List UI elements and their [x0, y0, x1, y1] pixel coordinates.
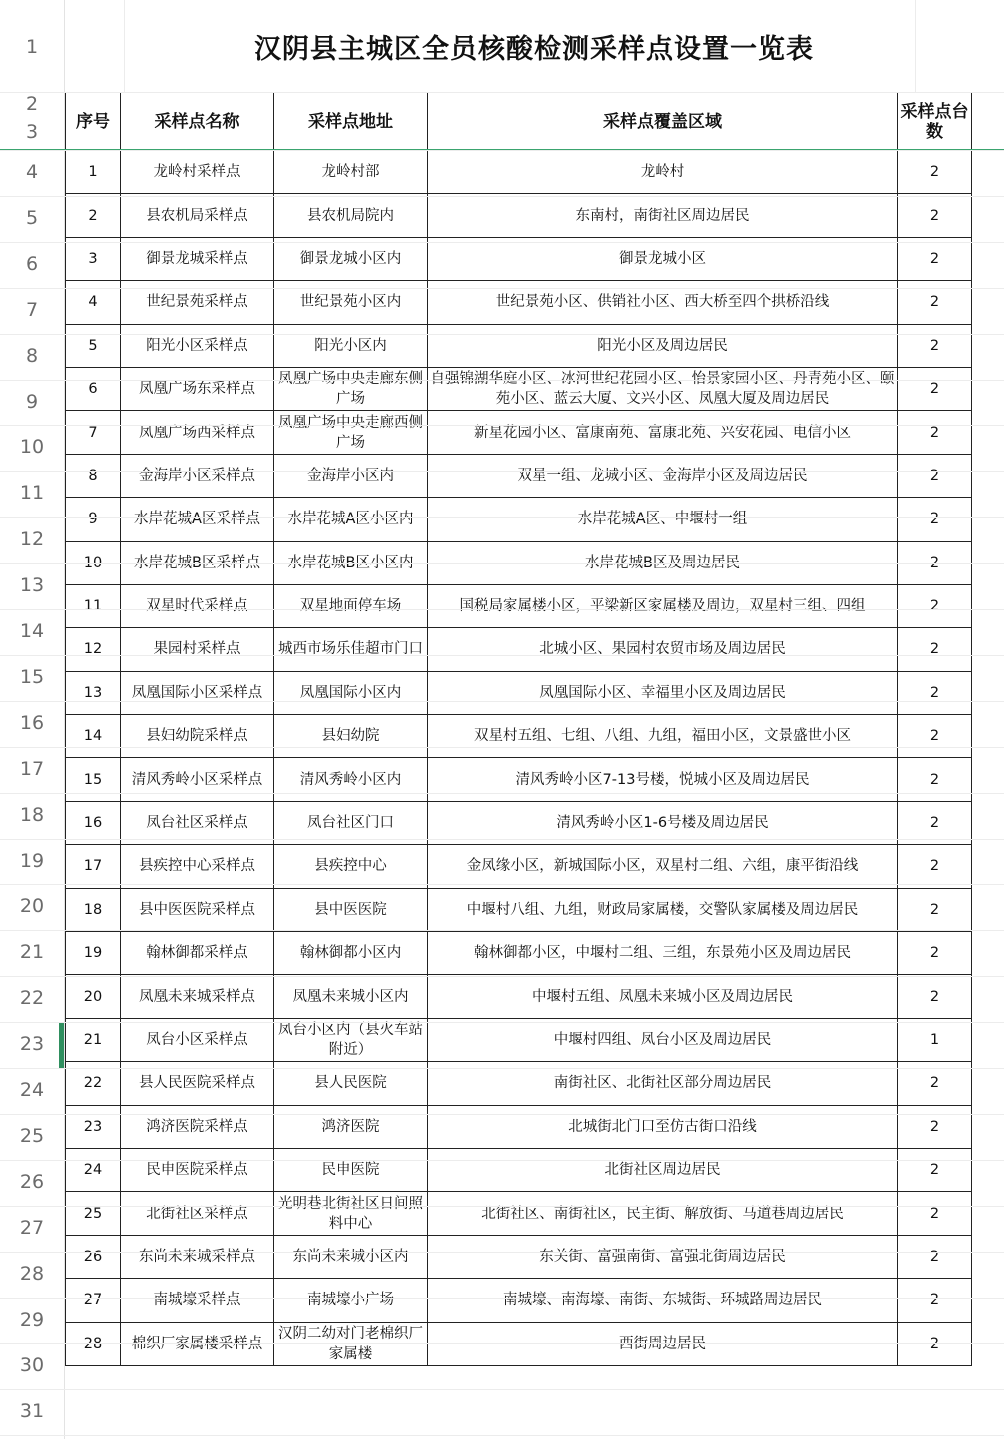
cell-count[interactable]: 2	[898, 1235, 972, 1278]
cell-coverage[interactable]: 新星花园小区、富康南苑、富康北苑、兴安花园、电信小区	[428, 411, 898, 454]
cell-count[interactable]: 2	[898, 367, 972, 410]
cell-coverage[interactable]: 国税局家属楼小区，平梁新区家属楼及周边，双星村三组、四组	[428, 584, 898, 627]
row-gridline	[0, 425, 1004, 426]
cell-count[interactable]: 2	[898, 324, 972, 367]
row-gridline	[0, 976, 1004, 977]
cell-index[interactable]: 17	[66, 845, 121, 888]
row-gridline	[0, 563, 1004, 564]
row-number[interactable]: 1	[25, 36, 39, 58]
row-gridline	[0, 92, 1004, 93]
cell-index[interactable]: 23	[66, 1105, 121, 1148]
cell-name[interactable]: 翰林御都采样点	[121, 932, 274, 975]
header-index[interactable]: 序号	[66, 93, 121, 151]
table-row[interactable]	[66, 151, 972, 194]
row-gridline	[0, 334, 1004, 335]
cell-address[interactable]: 凤凰广场中央走廊东侧广场	[274, 367, 428, 410]
table-row[interactable]	[66, 671, 972, 714]
row-number[interactable]: 31	[19, 1400, 45, 1423]
cell-name[interactable]: 水岸花城B区采样点	[121, 541, 274, 584]
header-name[interactable]: 采样点名称	[121, 93, 274, 151]
cell-address[interactable]: 清风秀岭小区内	[274, 758, 428, 801]
cell-name[interactable]: 县人民医院采样点	[121, 1062, 274, 1105]
cell-coverage[interactable]: 北街社区、南街社区，民主街、解放街、马道巷周边居民	[428, 1192, 898, 1235]
cell-name[interactable]: 鸿济医院采样点	[121, 1105, 274, 1148]
cell-address[interactable]: 凤凰国际小区内	[274, 671, 428, 714]
cell-index[interactable]: 15	[66, 758, 121, 801]
cell-index[interactable]: 24	[66, 1148, 121, 1191]
header-count[interactable]: 采样点台数	[898, 93, 972, 151]
row-gridline	[0, 1435, 1004, 1436]
cell-address[interactable]: 汉阴二幼对门老棉织厂家属楼	[274, 1322, 428, 1365]
cell-count[interactable]: 2	[898, 498, 972, 541]
row-number[interactable]: 11	[19, 482, 45, 505]
cell-coverage[interactable]: 中堰村四组、凤台小区及周边居民	[428, 1018, 898, 1061]
cell-name[interactable]: 凤凰国际小区采样点	[121, 671, 274, 714]
cell-count[interactable]: 2	[898, 628, 972, 671]
cell-name[interactable]: 县中医医院采样点	[121, 888, 274, 931]
cell-name[interactable]: 凤凰广场东采样点	[121, 367, 274, 410]
cell-name[interactable]: 清风秀岭小区采样点	[121, 758, 274, 801]
table-row[interactable]	[66, 1235, 972, 1278]
cell-coverage[interactable]: 翰林御都小区，中堰村二组、三组，东景苑小区及周边居民	[428, 932, 898, 975]
row-number[interactable]: 13	[19, 574, 45, 597]
table-row[interactable]	[66, 411, 972, 454]
cell-name[interactable]: 南城壕采样点	[121, 1279, 274, 1322]
cell-index[interactable]: 22	[66, 1062, 121, 1105]
cell-name[interactable]: 世纪景苑采样点	[121, 281, 274, 324]
cell-name[interactable]: 凤台小区采样点	[121, 1018, 274, 1061]
cell-address[interactable]: 翰林御都小区内	[274, 932, 428, 975]
row-number[interactable]: 17	[19, 757, 45, 780]
row-number[interactable]: 5	[25, 206, 39, 229]
cell-coverage[interactable]: 中堰村五组、凤凰未来城小区及周边居民	[428, 975, 898, 1018]
cell-name[interactable]: 北街社区采样点	[121, 1192, 274, 1235]
row-gridline	[0, 196, 1004, 197]
cell-index[interactable]: 9	[66, 498, 121, 541]
cell-index[interactable]: 25	[66, 1192, 121, 1235]
cell-count[interactable]: 2	[898, 584, 972, 627]
cell-index[interactable]: 14	[66, 715, 121, 758]
row-number[interactable]: 6	[25, 252, 39, 275]
table-row[interactable]	[66, 1018, 972, 1061]
row-gridline	[0, 1343, 1004, 1344]
row-gridline	[0, 747, 1004, 748]
header-address[interactable]: 采样点地址	[274, 93, 428, 151]
cell-name[interactable]: 金海岸小区采样点	[121, 454, 274, 497]
cell-coverage[interactable]: 御景龙城小区	[428, 237, 898, 280]
cell-coverage[interactable]: 北城小区、果园村农贸市场及周边居民	[428, 628, 898, 671]
row-number[interactable]: 10	[19, 436, 45, 459]
cell-coverage[interactable]: 北城街北门口至仿古街口沿线	[428, 1105, 898, 1148]
cell-address[interactable]: 县疾控中心	[274, 845, 428, 888]
cell-count[interactable]: 2	[898, 888, 972, 931]
cell-count[interactable]: 2	[898, 151, 972, 194]
cell-index[interactable]: 20	[66, 975, 121, 1018]
sheet-title: 汉阴县主城区全员核酸检测采样点设置一览表	[254, 33, 814, 65]
cell-index[interactable]: 2	[66, 194, 121, 237]
cell-index[interactable]: 10	[66, 541, 121, 584]
cell-index[interactable]: 19	[66, 932, 121, 975]
cell-coverage[interactable]: 阳光小区及周边居民	[428, 324, 898, 367]
row-number[interactable]: 29	[19, 1308, 45, 1331]
cell-index[interactable]: 8	[66, 454, 121, 497]
cell-address[interactable]: 鸿济医院	[274, 1105, 428, 1148]
cell-coverage[interactable]: 双星一组、龙城小区、金海岸小区及周边居民	[428, 454, 898, 497]
cell-count[interactable]: 2	[898, 237, 972, 280]
row-number-gutter	[0, 0, 65, 1439]
cell-count[interactable]: 2	[898, 671, 972, 714]
cell-address[interactable]: 世纪景苑小区内	[274, 281, 428, 324]
cell-name[interactable]: 水岸花城A区采样点	[121, 498, 274, 541]
cell-index[interactable]: 3	[66, 237, 121, 280]
cell-index[interactable]: 16	[66, 801, 121, 844]
cell-count[interactable]: 2	[898, 1148, 972, 1191]
cell-name[interactable]: 阳光小区采样点	[121, 324, 274, 367]
cell-coverage[interactable]: 清风秀岭小区1-6号楼及周边居民	[428, 801, 898, 844]
row-gridline	[0, 1114, 1004, 1115]
cell-index[interactable]: 18	[66, 888, 121, 931]
cell-name[interactable]: 双星时代采样点	[121, 584, 274, 627]
row-gridline	[0, 1206, 1004, 1207]
cell-address[interactable]: 阳光小区内	[274, 324, 428, 367]
row-gridline	[0, 655, 1004, 656]
table-row[interactable]	[66, 1279, 972, 1322]
row-number[interactable]: 2	[25, 93, 39, 115]
selected-row-indicator	[59, 1022, 64, 1068]
table-row[interactable]	[66, 975, 972, 1018]
cell-address[interactable]: 民申医院	[274, 1148, 428, 1191]
row-number[interactable]: 16	[19, 711, 45, 734]
row-gridline	[0, 884, 1004, 885]
row-gridline	[0, 471, 1004, 472]
row-number[interactable]: 28	[19, 1262, 45, 1285]
cell-address[interactable]: 凤凰广场中央走廊西侧广场	[274, 411, 428, 454]
table-row[interactable]	[66, 1105, 972, 1148]
cell-name[interactable]: 东尚未来城采样点	[121, 1235, 274, 1278]
cell-coverage[interactable]: 清风秀岭小区7-13号楼，悦城小区及周边居民	[428, 758, 898, 801]
row-gridline	[0, 380, 1004, 381]
cell-count[interactable]: 2	[898, 932, 972, 975]
cell-name[interactable]: 御景龙城采样点	[121, 237, 274, 280]
row-gridline	[0, 701, 1004, 702]
row-gridline	[0, 793, 1004, 794]
row-number[interactable]: 24	[19, 1079, 45, 1101]
header-coverage[interactable]: 采样点覆盖区域	[428, 93, 898, 151]
cell-count[interactable]: 1	[898, 1018, 972, 1061]
cell-index[interactable]: 21	[66, 1018, 121, 1061]
cell-index[interactable]: 1	[66, 151, 121, 194]
row-gridline	[0, 1068, 1004, 1069]
cell-count[interactable]: 2	[898, 845, 972, 888]
sampling-points-table	[65, 92, 972, 1366]
cell-name[interactable]: 凤台社区采样点	[121, 801, 274, 844]
row-gridline	[0, 1298, 1004, 1299]
table-row[interactable]	[66, 237, 972, 280]
cell-index[interactable]: 7	[66, 411, 121, 454]
row-number[interactable]: 7	[25, 298, 39, 321]
cell-coverage[interactable]: 自强锦湖华庭小区、冰河世纪花园小区、怡景家园小区、丹青苑小区、颐苑小区、蓝云大厦、文兴小区、凤凰大厦及周边居民	[428, 367, 898, 410]
row-gridline	[0, 288, 1004, 289]
cell-address[interactable]: 御景龙城小区内	[274, 237, 428, 280]
header-row	[66, 93, 972, 151]
cell-count[interactable]: 2	[898, 758, 972, 801]
table-row[interactable]	[66, 1148, 972, 1191]
cell-index[interactable]: 26	[66, 1235, 121, 1278]
row-number[interactable]: 19	[19, 849, 45, 872]
cell-address[interactable]: 水岸花城A区小区内	[274, 498, 428, 541]
cell-name[interactable]: 民申医院采样点	[121, 1148, 274, 1191]
row-number[interactable]: 21	[19, 941, 45, 964]
row-gridline	[0, 1252, 1004, 1253]
cell-name[interactable]: 龙岭村采样点	[121, 151, 274, 194]
cell-name[interactable]: 凤凰广场西采样点	[121, 411, 274, 454]
cell-coverage[interactable]: 水岸花城B区及周边居民	[428, 541, 898, 584]
row-gridline	[0, 930, 1004, 931]
cell-count[interactable]: 2	[898, 541, 972, 584]
cell-address[interactable]: 凤凰未来城小区内	[274, 975, 428, 1018]
cell-address[interactable]: 双星地面停车场	[274, 584, 428, 627]
table-row[interactable]	[66, 454, 972, 497]
table-row[interactable]	[66, 888, 972, 931]
table-row[interactable]	[66, 324, 972, 367]
row-gridline	[0, 1160, 1004, 1161]
cell-index[interactable]: 5	[66, 324, 121, 367]
row-number[interactable]: 23	[19, 1033, 45, 1056]
cell-coverage[interactable]: 凤凰国际小区、幸福里小区及周边居民	[428, 671, 898, 714]
row-number[interactable]: 8	[25, 344, 39, 367]
row-number[interactable]: 27	[19, 1216, 45, 1239]
cell-address[interactable]: 城西市场乐佳超市门口	[274, 628, 428, 671]
cell-count[interactable]: 2	[898, 194, 972, 237]
table-row[interactable]	[66, 845, 972, 888]
cell-address[interactable]: 水岸花城B区小区内	[274, 541, 428, 584]
row-number[interactable]: 14	[19, 620, 45, 642]
cell-coverage[interactable]: 东关街、富强南街、富强北街周边居民	[428, 1235, 898, 1278]
cell-address[interactable]: 凤台社区门口	[274, 801, 428, 844]
cell-count[interactable]: 2	[898, 411, 972, 454]
cell-coverage[interactable]: 东南村，南街社区周边居民	[428, 194, 898, 237]
cell-name[interactable]: 县妇幼院采样点	[121, 715, 274, 758]
cell-coverage[interactable]: 世纪景苑小区、供销社小区、西大桥至四个拱桥沿线	[428, 281, 898, 324]
row-number[interactable]: 20	[19, 895, 45, 918]
cell-coverage[interactable]: 水岸花城A区、中堰村一组	[428, 498, 898, 541]
cell-index[interactable]: 11	[66, 584, 121, 627]
table-row[interactable]	[66, 1192, 972, 1235]
cell-name[interactable]: 凤凰未来城采样点	[121, 975, 274, 1018]
cell-count[interactable]: 2	[898, 801, 972, 844]
cell-address[interactable]: 县中医医院	[274, 888, 428, 931]
cell-name[interactable]: 果园村采样点	[121, 628, 274, 671]
cell-coverage[interactable]: 双星村五组、七组、八组、九组，福田小区，文景盛世小区	[428, 715, 898, 758]
table-row[interactable]	[66, 194, 972, 237]
cell-coverage[interactable]: 南城壕、南海壕、南街、东城街、环城路周边居民	[428, 1279, 898, 1322]
cell-index[interactable]: 13	[66, 671, 121, 714]
row-number[interactable]: 22	[19, 987, 45, 1010]
cell-name[interactable]: 县疾控中心采样点	[121, 845, 274, 888]
cell-count[interactable]: 2	[898, 454, 972, 497]
cell-address[interactable]: 光明巷北街社区日间照料中心	[274, 1192, 428, 1235]
cell-count[interactable]: 2	[898, 975, 972, 1018]
cell-address[interactable]: 县妇幼院	[274, 715, 428, 758]
cell-count[interactable]: 2	[898, 1062, 972, 1105]
row-gridline	[0, 1022, 1004, 1023]
row-number[interactable]: 26	[19, 1170, 45, 1193]
table-row[interactable]	[66, 367, 972, 410]
cell-coverage[interactable]: 西街周边居民	[428, 1322, 898, 1365]
cell-count[interactable]: 2	[898, 1105, 972, 1148]
cell-count[interactable]: 2	[898, 1322, 972, 1365]
cell-address[interactable]: 南城壕小广场	[274, 1279, 428, 1322]
cell-address[interactable]: 凤台小区内（县火车站附近）	[274, 1018, 428, 1061]
cell-coverage[interactable]: 金凤缘小区，新城国际小区，双星村二组、六组，康平街沿线	[428, 845, 898, 888]
cell-coverage[interactable]: 中堰村八组、九组，财政局家属楼，交警队家属楼及周边居民	[428, 888, 898, 931]
table-row[interactable]	[66, 584, 972, 627]
cell-index[interactable]: 4	[66, 281, 121, 324]
table-row[interactable]	[66, 758, 972, 801]
cell-name[interactable]: 棉织厂家属楼采样点	[121, 1322, 274, 1365]
row-number[interactable]: 12	[19, 528, 45, 551]
table-row[interactable]	[66, 628, 972, 671]
cell-count[interactable]: 2	[898, 715, 972, 758]
row-number[interactable]: 3	[25, 121, 39, 143]
row-number[interactable]: 30	[19, 1354, 45, 1377]
row-gridline	[0, 609, 1004, 610]
row-gridline	[0, 839, 1004, 840]
cell-coverage[interactable]: 龙岭村	[428, 151, 898, 194]
cell-index[interactable]: 27	[66, 1279, 121, 1322]
row-gridline	[0, 242, 1004, 243]
cell-name[interactable]: 县农机局采样点	[121, 194, 274, 237]
cell-address[interactable]: 县人民医院	[274, 1062, 428, 1105]
row-gridline	[0, 1389, 1004, 1390]
cell-count[interactable]: 2	[898, 281, 972, 324]
row-gridline	[0, 517, 1004, 518]
cell-address[interactable]: 县农机局院内	[274, 194, 428, 237]
row-number[interactable]: 15	[19, 665, 45, 688]
row-number[interactable]: 25	[19, 1124, 45, 1147]
row-gridline	[0, 150, 1004, 151]
table-row[interactable]	[66, 498, 972, 541]
cell-index[interactable]: 6	[66, 367, 121, 410]
cell-address[interactable]: 金海岸小区内	[274, 454, 428, 497]
cell-index[interactable]: 28	[66, 1322, 121, 1365]
cell-index[interactable]: 12	[66, 628, 121, 671]
row-number[interactable]: 4	[25, 161, 39, 183]
cell-count[interactable]: 2	[898, 1279, 972, 1322]
cell-address[interactable]: 龙岭村部	[274, 151, 428, 194]
cell-count[interactable]: 2	[898, 1192, 972, 1235]
cell-address[interactable]: 东尚未来城小区内	[274, 1235, 428, 1278]
cell-coverage[interactable]: 南街社区、北街社区部分周边居民	[428, 1062, 898, 1105]
table-row[interactable]	[66, 715, 972, 758]
row-number[interactable]: 18	[19, 803, 45, 826]
table-row[interactable]	[66, 932, 972, 975]
cell-coverage[interactable]: 北街社区周边居民	[428, 1148, 898, 1191]
row-number[interactable]: 9	[25, 390, 39, 413]
